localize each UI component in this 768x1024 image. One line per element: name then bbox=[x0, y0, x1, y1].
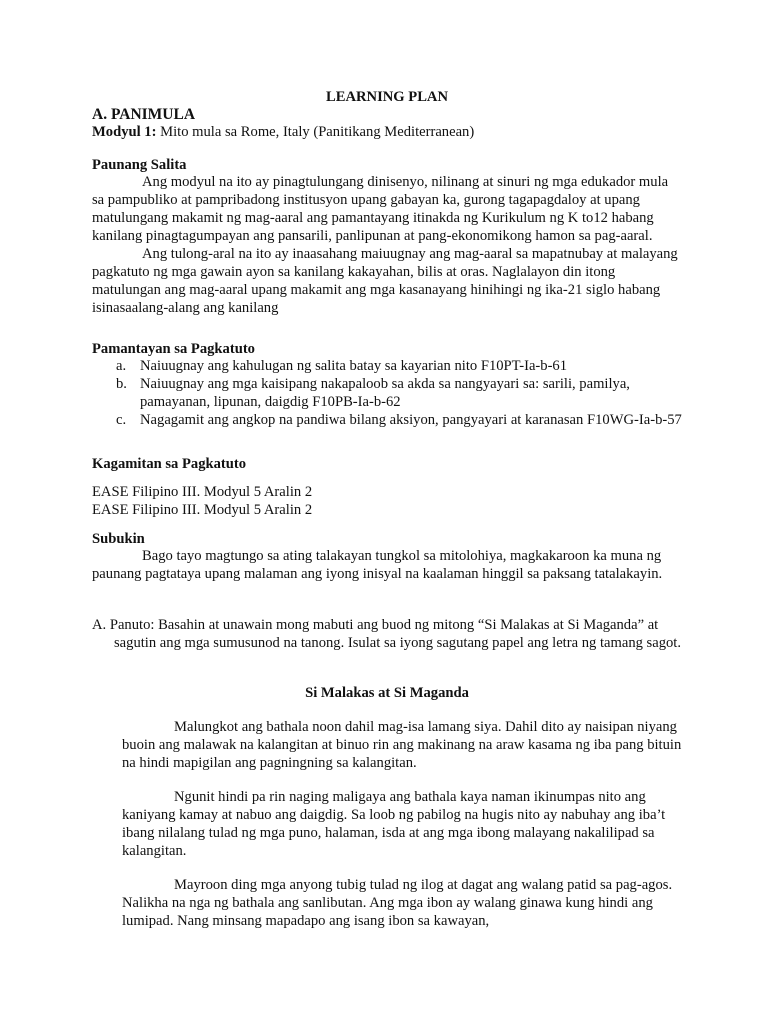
list-item bbox=[92, 411, 682, 429]
modyul-line bbox=[92, 123, 682, 141]
panuto-text: A. Panuto: Basahin at unawain mong mabuti ang buod ng mitong “Si Malakas at Si Maganda” at sagutin ang mga sumusunod na tanong. Isulat sa iyong sagutang papel ang letra ng tamang sagot. bbox=[92, 617, 682, 651]
list-item bbox=[92, 375, 682, 411]
resource-line: EASE Filipino III. Modyul 5 Aralin 2 bbox=[92, 484, 313, 500]
document-title: LEARNING PLAN bbox=[325, 89, 449, 105]
list-marker: a. bbox=[116, 358, 127, 374]
subukin-body bbox=[92, 547, 682, 583]
list-marker: c. bbox=[116, 412, 127, 428]
story-title: Si Malakas at Si Maganda bbox=[305, 685, 469, 701]
panuto-instructions bbox=[92, 616, 682, 652]
modyul-label: Modyul 1: bbox=[92, 124, 157, 140]
heading-subukin: Subukin bbox=[92, 531, 145, 547]
story-body bbox=[122, 718, 682, 930]
paragraph: Ang modyul na ito ay pinagtulungang dinisenyo, nilinang at sinuri ng mga edukador mula sa pampubliko at pampribadong institusyon upang gabayan ka, gurong tagapagdaloy at upang matulungang makamit ng mag-aaral ang pamantayang itinakda ng Kurikulum ng K to12 habang kanilang pinagtagumpayan ang pansarili, panlipunan at pang-ekonomikong hamon sa pag-aaral. bbox=[92, 174, 669, 244]
story-paragraph: Mayroon ding mga anyong tubig tulad ng ilog at dagat ang walang patid sa pag-agos. Nalikha na nga ng bathala ang sanlibutan. Ang mga ibon ay walang ginawa kung hindi ang lumipad. Nang minsang mapadapo ang isang ibon sa kawayan, bbox=[122, 877, 673, 929]
heading-pamantayan: Pamantayan sa Pagkatuto bbox=[92, 341, 255, 357]
paragraph: Bago tayo magtungo sa ating talakayan tungkol sa mitolohiya, magkakaroon ka muna ng paunang pagtataya upang malaman ang iyong inisyal na kaalaman hinggil sa paksang tatalakayin. bbox=[92, 548, 663, 582]
pamantayan-list bbox=[92, 357, 682, 429]
story-paragraph: Ngunit hindi pa rin naging maligaya ang bathala kaya naman ikinumpas nito ang kaniyang kamay at nabuo ang daigdig. Sa loob ng pabilog na hugis nito ay nabuhay ang iba’t ibang nilalang tulad ng mga puno, halaman, isda at ang mga ibong malayang nakalilipad sa kalangitan. bbox=[122, 789, 666, 859]
list-marker: b. bbox=[116, 376, 127, 392]
list-item-text: Nagagamit ang angkop na pandiwa bilang aksiyon, pangyayari at karanasan F10WG-Ia-b-57 bbox=[140, 412, 682, 428]
section-heading-panimula: A. PANIMULA bbox=[92, 106, 196, 123]
paragraph: Ang tulong-aral na ito ay inaasahang maiuugnay ang mag-aaral sa mapatnubay at malayang pagkatuto ng mga gawain ayon sa kanilang kakayahan, bilis at oras. Naglalayon din itong matulungan ang mag-aaral upang makamit ang mga kasanayang hinihingi ng ika-21 siglo habang isinasaalang-alang ang kanilang bbox=[92, 246, 678, 316]
list-item-text: Naiuugnay ang mga kaisipang nakapaloob sa akda sa nangyayari sa: sarili, pamilya, pamayanan, lipunan, daigdig F10PB-Ia-b-62 bbox=[140, 376, 630, 410]
heading-kagamitan: Kagamitan sa Pagkatuto bbox=[92, 456, 247, 472]
story-paragraph: Malungkot ang bathala noon dahil mag-isa lamang siya. Dahil dito ay naisipan niyang buoin ang malawak na kalangitan at binuo rin ang makinang na araw kasama ng iba pang bituin na hindi mapigilan ang pagningning sa kalangitan. bbox=[122, 719, 682, 771]
resource-line: EASE Filipino III. Modyul 5 Aralin 2 bbox=[92, 502, 313, 518]
modyul-text: Mito mula sa Rome, Italy (Panitikang Mediterranean) bbox=[156, 124, 475, 140]
kagamitan-lines bbox=[92, 483, 682, 519]
list-item-text: Naiuugnay ang kahulugan ng salita batay sa kayarian nito F10PT-Ia-b-61 bbox=[140, 358, 568, 374]
heading-paunang-salita: Paunang Salita bbox=[92, 157, 187, 173]
list-item bbox=[92, 357, 682, 375]
paunang-salita-body bbox=[92, 173, 682, 317]
